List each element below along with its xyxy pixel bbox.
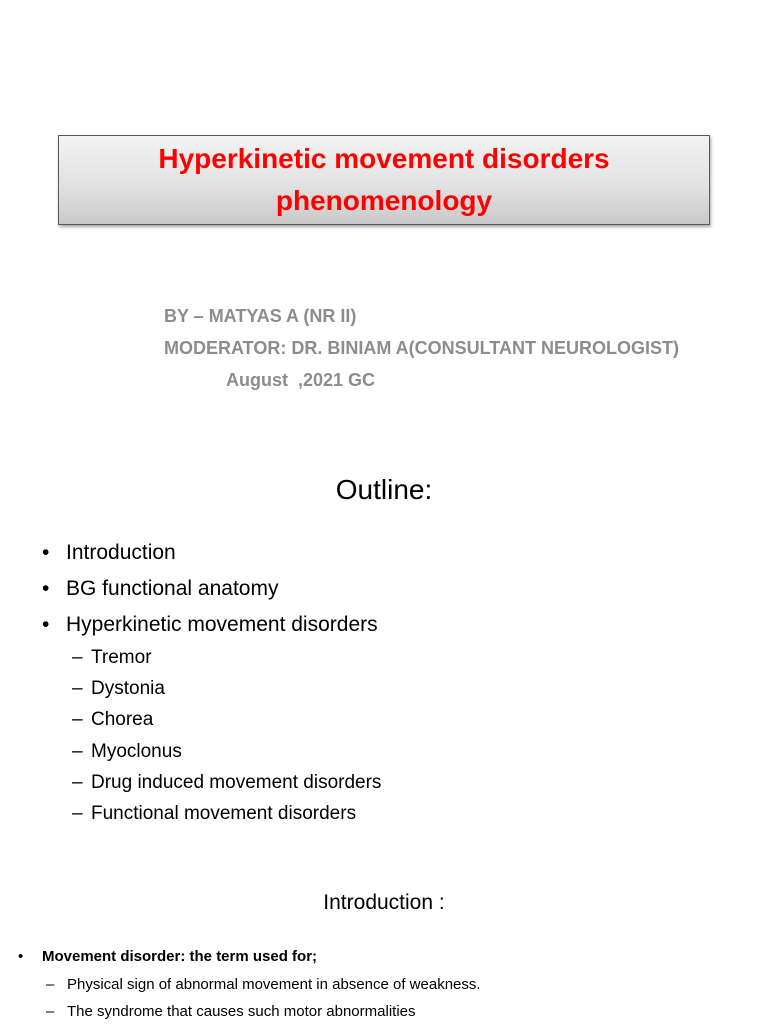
- outline-subbullet-chorea: [72, 707, 153, 733]
- subbullet-text: Dystonia: [91, 678, 165, 699]
- dash-icon: –: [72, 803, 83, 824]
- title-box: [58, 135, 710, 225]
- subbullet-text: Functional movement disorders: [91, 803, 357, 824]
- subbullet-text: Chorea: [91, 709, 154, 730]
- outline-subbullet-myoclonus: [72, 739, 182, 765]
- bullet-text: BG functional anatomy: [66, 577, 279, 600]
- outline-subbullet-dystonia: [72, 676, 165, 702]
- subbullet-text: Drug induced movement disorders: [91, 772, 382, 793]
- subbullet-text: Physical sign of abnormal movement in absence of weakness.: [67, 976, 481, 993]
- outline-bullet-bg-anatomy: [42, 575, 278, 603]
- outline-title: Outline:: [335, 474, 433, 505]
- bullet-icon: •: [42, 577, 50, 600]
- bullet-text: Movement disorder: the term used for;: [42, 948, 318, 965]
- bullet-icon: •: [18, 948, 24, 965]
- outline-bullet-introduction: [42, 539, 176, 567]
- dash-icon: –: [72, 678, 83, 699]
- dash-icon: –: [72, 741, 83, 762]
- bullet-icon: •: [42, 541, 50, 564]
- bullet-text: Introduction: [66, 541, 176, 564]
- title-line-1: Hyperkinetic movement disorders: [158, 143, 610, 174]
- dash-icon: –: [72, 709, 83, 730]
- introduction-title: Introduction :: [323, 891, 445, 914]
- outline-subbullet-drug-induced: [72, 770, 381, 796]
- intro-subbullet-syndrome: [46, 1002, 416, 1022]
- outline-subbullet-functional: [72, 801, 356, 827]
- intro-subbullet-physical-sign: [46, 975, 481, 995]
- dash-icon: –: [46, 976, 55, 993]
- title-line-2: phenomenology: [275, 185, 493, 216]
- author-line: BY – MATYAS A (NR II): [164, 306, 357, 326]
- date-line: August ,2021 GC: [226, 370, 376, 390]
- subbullet-text: Tremor: [91, 647, 152, 668]
- bullet-icon: •: [42, 613, 50, 636]
- subbullet-text: Myoclonus: [91, 741, 182, 762]
- intro-bullet-definition: [18, 947, 317, 967]
- dash-icon: –: [72, 772, 83, 793]
- dash-icon: –: [72, 647, 83, 668]
- moderator-line: MODERATOR: DR. BINIAM A(CONSULTANT NEUROLOGIST): [164, 338, 679, 358]
- outline-bullet-hyperkinetic: [42, 611, 378, 639]
- bullet-text: Hyperkinetic movement disorders: [66, 613, 378, 636]
- subbullet-text: The syndrome that causes such motor abnormalities: [67, 1003, 416, 1020]
- dash-icon: –: [46, 1003, 55, 1020]
- outline-subbullet-tremor: [72, 645, 152, 671]
